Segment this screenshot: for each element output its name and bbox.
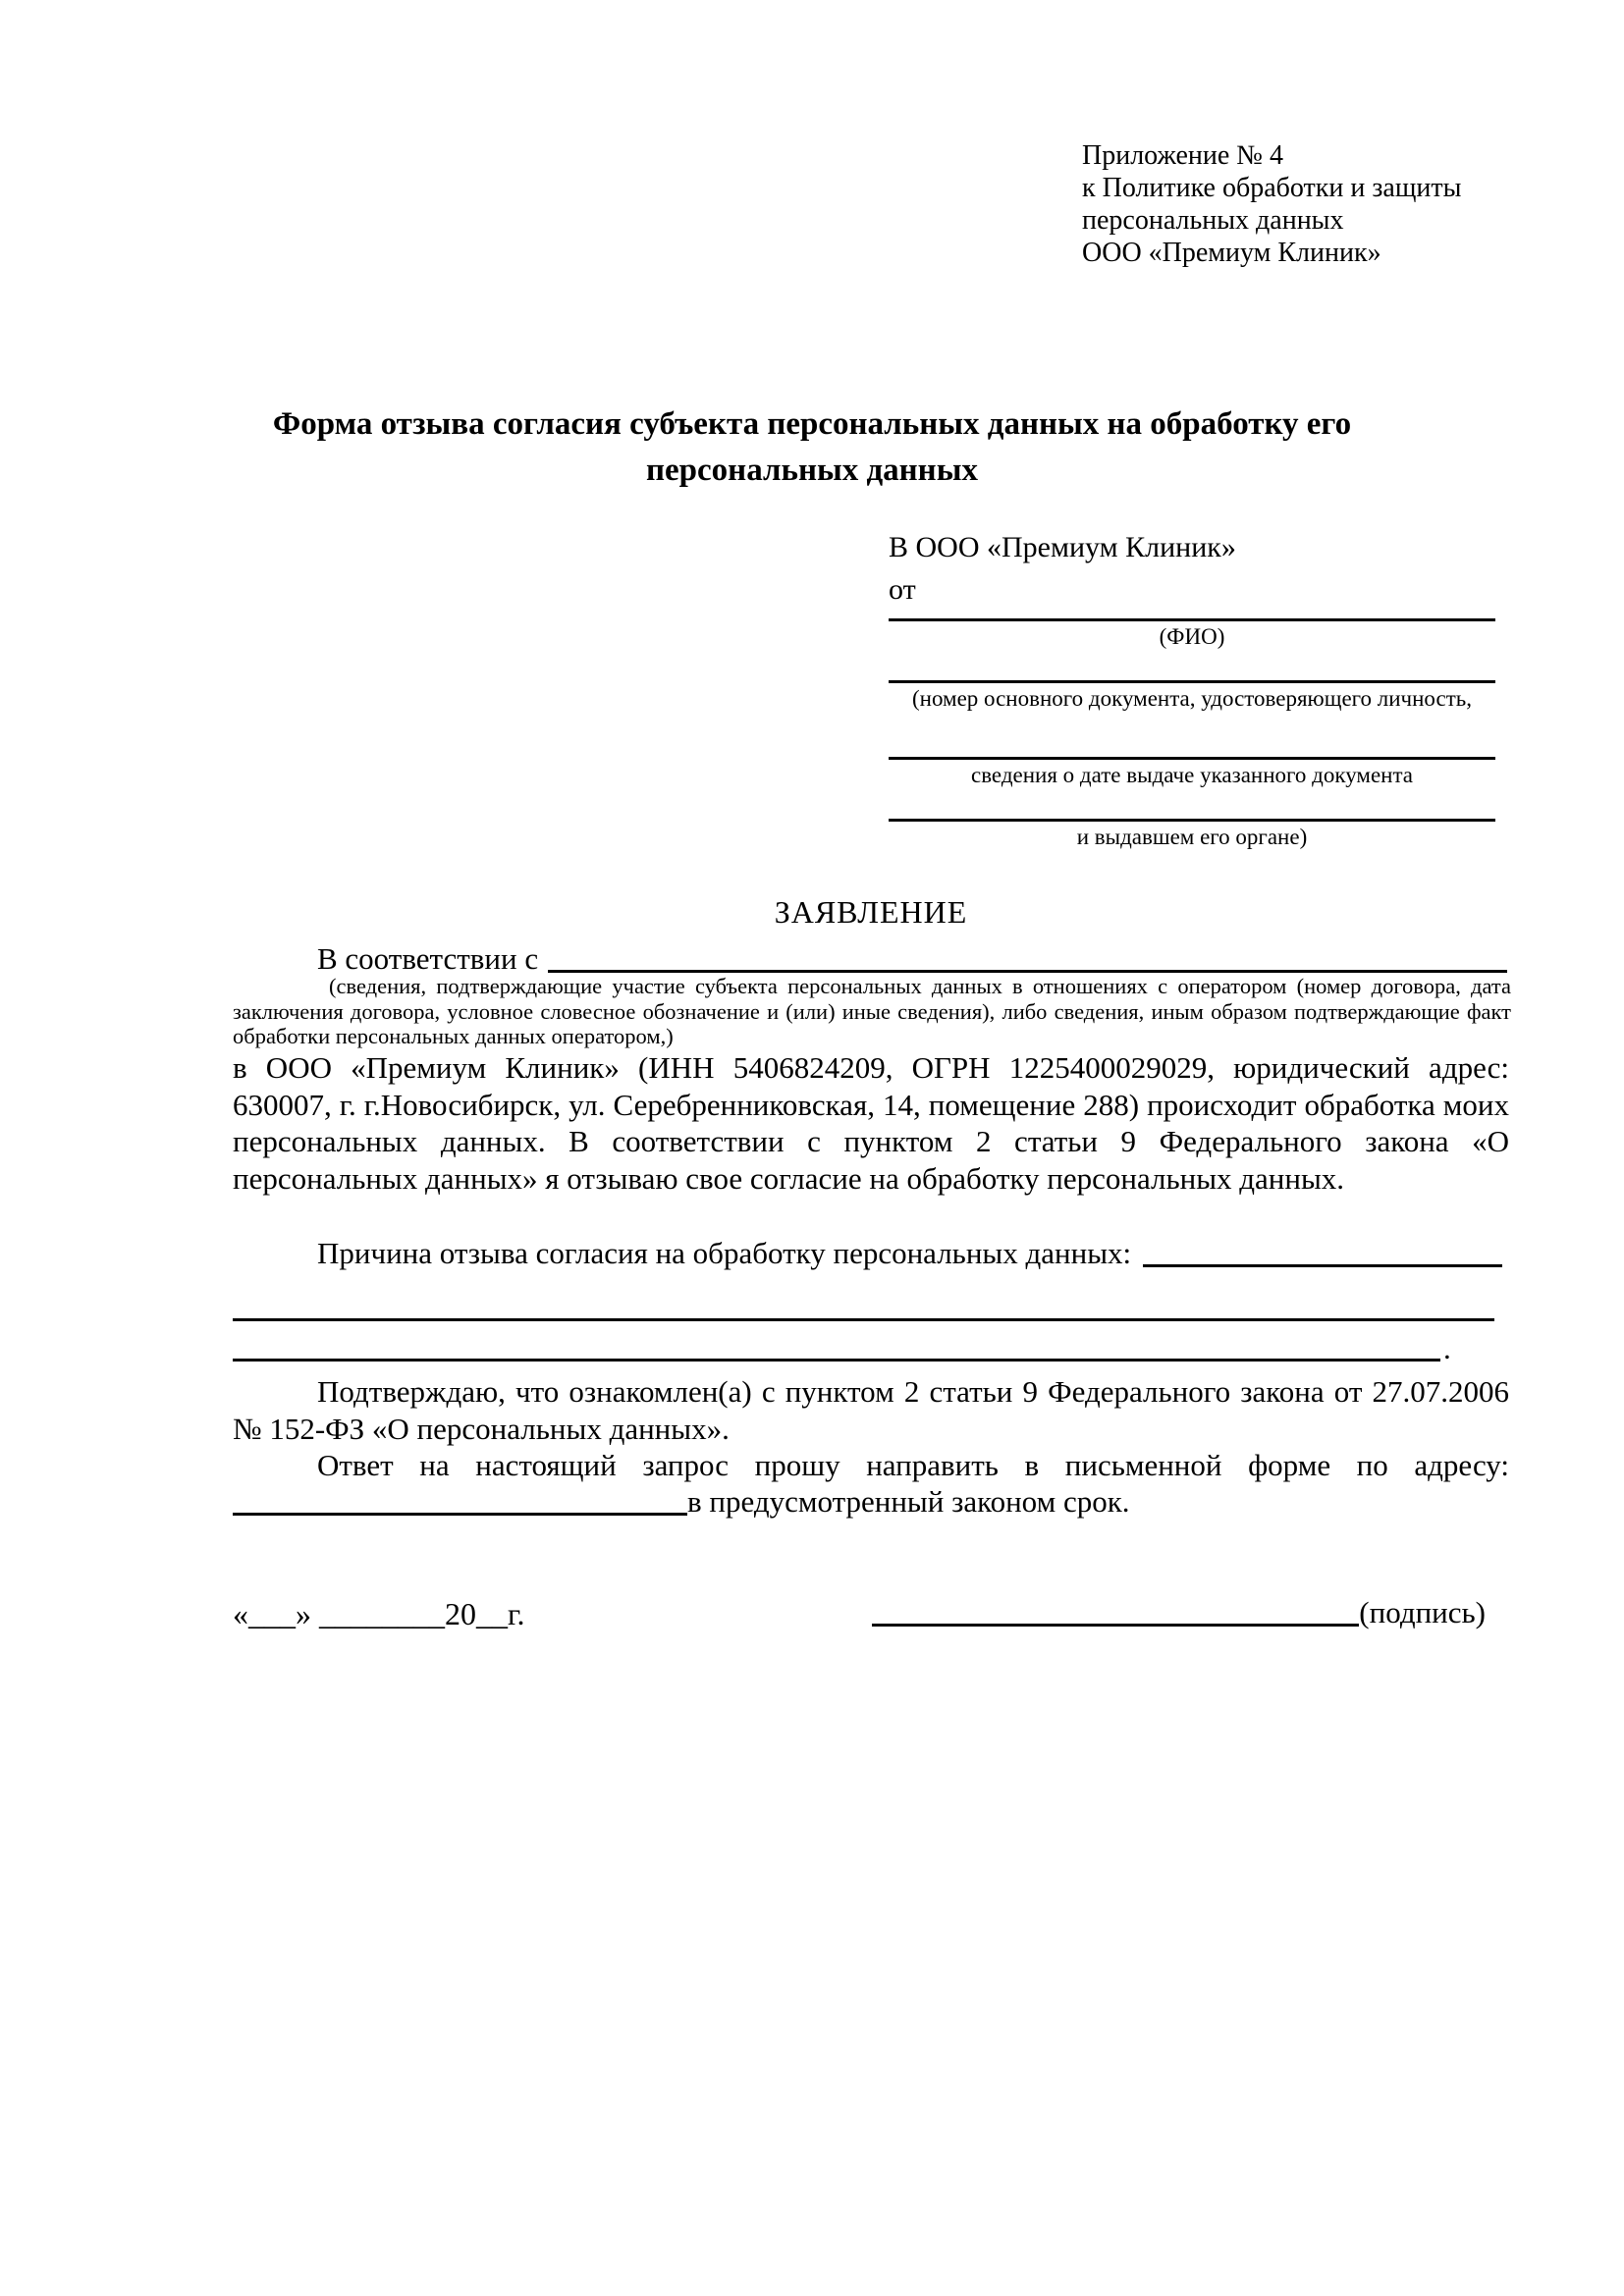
document-title: Форма отзыва согласия субъекта персональных данных на обработку его персональных данных [272,406,1352,488]
reason-blank-line-2 [233,1318,1494,1321]
intro-prefix: В соответствии с [317,941,539,976]
issue-date-caption: сведения о дате выдаче указанного документа [970,763,1414,787]
body-paragraph: в ООО «Премиум Клиник» (ИНН 5406824209, ОГРН 1225400029029, юридический адрес: 630007, г. г.Новосибирск, ул. Серебренниковская, 14, помещение 288) происходит обработка моих персональных данных. В соответствии с пунктом 2 статьи 9 Федерального закона «О персональных данных» я отзываю свое согласие на обработку персональных данных. [233,1050,1509,1197]
header-note [1082,139,1461,269]
date-blank: «___» ________20__г. [233,1596,525,1631]
header-line: Приложение № 4 [1082,140,1283,171]
fio-caption: (ФИО) [1159,624,1225,649]
intro-note: (сведения, подтверждающие участие субъекта персональных данных в отношениях с оператором (номер договора, дата заключения договора, условное словесное обозначение и (или) иные сведения), либо сведения, иным образом подтверждающие факт обработки персональных данных оператором,) [233,974,1511,1048]
fio-blank-line [889,618,1495,621]
doc-number-caption: (номер основного документа, удостоверяющего личность, [911,686,1472,711]
doc-number-blank-line [889,680,1495,683]
reply-address-blank-line [233,1513,687,1516]
reason-label: Причина отзыва согласия на обработку персональных данных: [317,1236,1132,1270]
signature-row [872,1594,1486,1631]
reply-paragraph: Ответ на настоящий запрос прошу направить в письменной форме по адресу: [317,1448,1509,1482]
reason-blank-line [1143,1264,1502,1267]
intro-row [233,940,1507,978]
addressee-to: В ООО «Премиум Клиник» [889,531,1236,563]
reply-tail: в предусмотренный законом срок. [687,1484,1130,1519]
header-line: к Политике обработки и защиты [1082,173,1462,203]
signature-blank-line [872,1624,1359,1627]
confirm-paragraph: Подтверждаю, что ознакомлен(а) с пунктом 2 статьи 9 Федерального закона от 27.07.2006 № 152-ФЗ «О персональных данных». [233,1374,1509,1446]
issuer-caption: и выдавшем его органе) [1076,825,1308,849]
reason-row [233,1235,1502,1272]
issuer-blank-line [889,819,1495,822]
header-line: персональных данных [1082,205,1344,236]
addressee-from-label: от [889,573,916,606]
intro-blank-line [548,970,1507,973]
reason-blank-line-3 [233,1359,1440,1362]
issue-date-blank-line [889,757,1495,760]
statement-heading: ЗАЯВЛЕНИЕ [774,894,968,930]
reason-period: . [1443,1331,1451,1365]
header-line: ООО «Премиум Клиник» [1082,238,1381,268]
signature-caption: (подпись) [1359,1595,1486,1629]
reply-address-row [233,1483,1509,1521]
